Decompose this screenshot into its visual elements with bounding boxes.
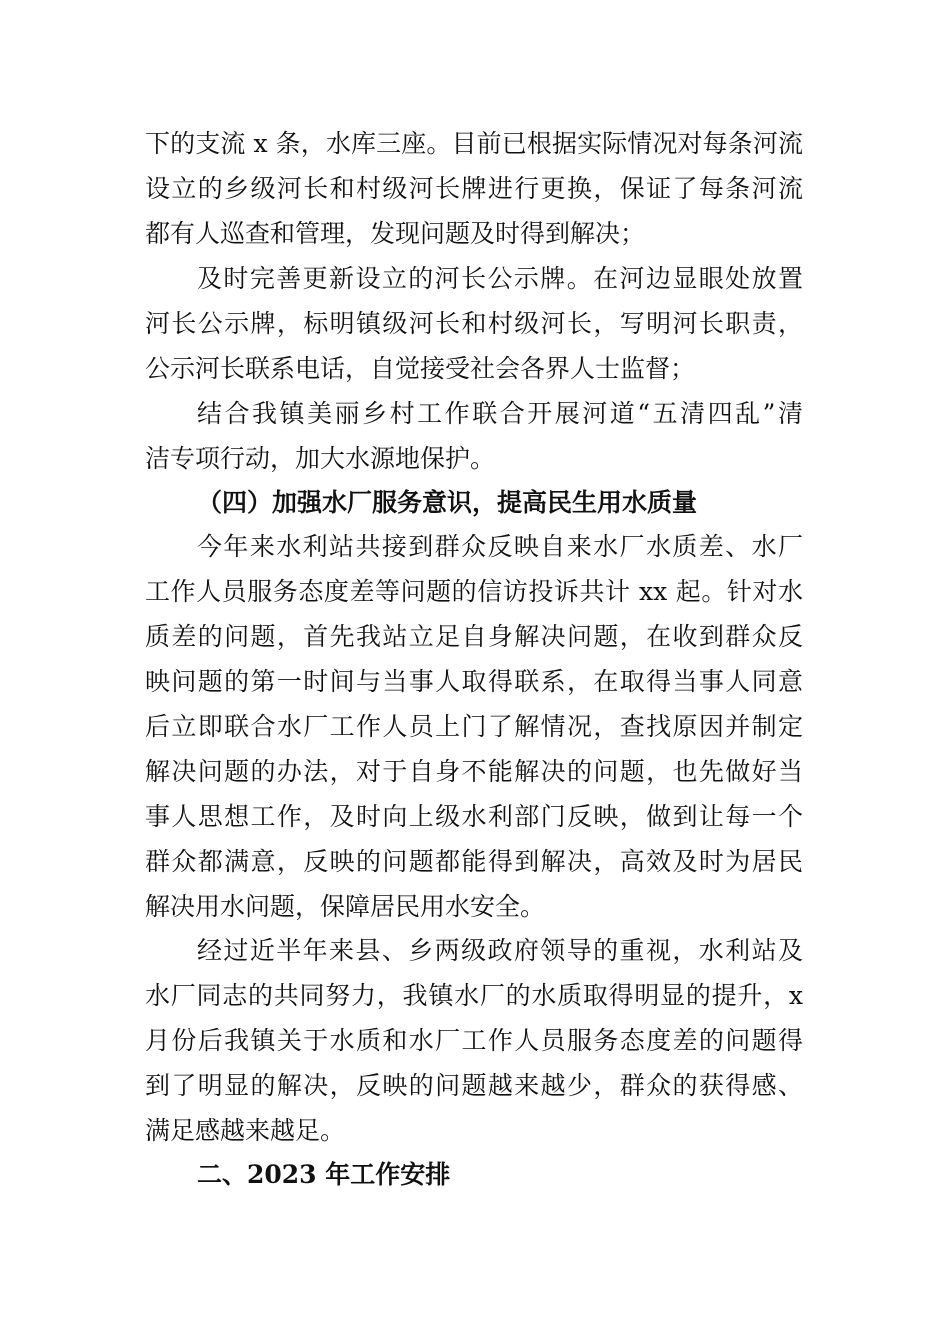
text-line: 群众都满意，反映的问题都能得到解决，高效及时为居民 bbox=[145, 847, 803, 876]
text-line: 公示河长联系电话，自觉接受社会各界人士监督； bbox=[145, 354, 696, 383]
text-line: 设立的乡级河长和村级河长牌进行更换，保证了每条河流 bbox=[145, 174, 803, 203]
text-line: 解决问题的办法，对于自身不能解决的问题，也先做好当 bbox=[145, 757, 803, 786]
text-line: 都有人巡查和管理，发现问题及时得到解决； bbox=[145, 219, 646, 248]
text-line: 工作人员服务态度差等问题的信访投诉共计 xx 起。针对水 bbox=[145, 577, 803, 606]
paragraph-start-line: 结合我镇美丽乡村工作联合开展河道“五清四乱”清 bbox=[197, 399, 803, 428]
paragraph-start-line: 及时完善更新设立的河长公示牌。在河边显眼处放置 bbox=[197, 264, 803, 293]
text-line: 质差的问题，首先我站立足自身解决问题，在收到群众反 bbox=[145, 622, 803, 651]
text-line: 事人思想工作，及时向上级水利部门反映，做到让每一个 bbox=[145, 802, 803, 831]
text-line: 满足感越来越足。 bbox=[145, 1116, 346, 1145]
text-line: 后立即联合水厂工作人员上门了解情况，查找原因并制定 bbox=[145, 712, 803, 741]
text-line: 水厂同志的共同努力，我镇水厂的水质取得明显的提升，x bbox=[145, 981, 803, 1010]
section-heading: （四）加强水厂服务意识，提高民生用水质量 bbox=[197, 488, 698, 517]
text-line: 映问题的第一时间与当事人取得联系，在取得当事人同意 bbox=[145, 667, 803, 696]
text-line: 到了明显的解决，反映的问题越来越少，群众的获得感、 bbox=[145, 1071, 803, 1100]
text-line: 下的支流 x 条，水库三座。目前已根据实际情况对每条河流 bbox=[145, 129, 803, 158]
paragraph-start-line: 经过近半年来县、乡两级政府领导的重视，水利站及 bbox=[197, 936, 803, 965]
chapter-heading: 二、2023 年工作安排 bbox=[197, 1160, 451, 1189]
text-line: 河长公示牌，标明镇级河长和村级河长，写明河长职责， bbox=[145, 309, 803, 338]
paragraph-start-line: 今年来水利站共接到群众反映自来水厂水质差、水厂 bbox=[197, 532, 803, 561]
text-line: 月份后我镇关于水质和水厂工作人员服务态度差的问题得 bbox=[145, 1026, 803, 1055]
text-line: 解决用水问题，保障居民用水安全。 bbox=[145, 892, 546, 921]
text-line: 洁专项行动，加大水源地保护。 bbox=[145, 444, 496, 473]
